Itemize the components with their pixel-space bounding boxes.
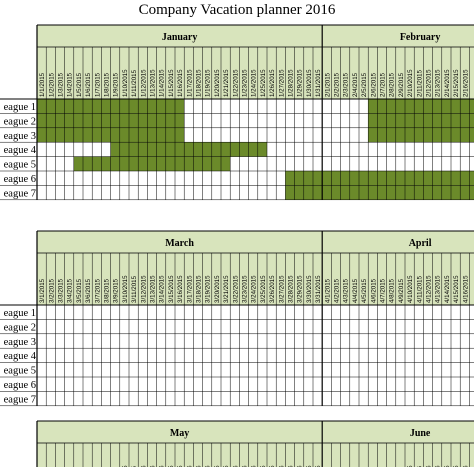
date-header: 3/19/2015 — [204, 275, 212, 303]
date-header: 1/5/2015 — [75, 72, 83, 97]
date-header: 3/5/2015 — [75, 278, 83, 303]
date-header: 4/2/2015 — [333, 278, 341, 303]
date-header: 4/8/2015 — [388, 278, 396, 303]
date-header: 2/16/2015 — [462, 69, 470, 97]
date-header: 4/1/2015 — [324, 278, 332, 303]
date-header: 1/11/2015 — [131, 69, 139, 97]
date-header: 2/3/2015 — [342, 72, 350, 97]
date-header: 3/7/2015 — [94, 278, 102, 303]
date-header: 4/3/2015 — [342, 278, 350, 303]
date-header: 2/8/2015 — [388, 72, 396, 97]
date-header: 2/1/2015 — [324, 72, 332, 97]
date-header: 4/5/2015 — [361, 278, 369, 303]
date-header: 3/18/2015 — [195, 275, 203, 303]
row-label: eague 6 — [3, 380, 36, 391]
date-header: 1/4/2015 — [66, 72, 74, 97]
date-header: 1/15/2015 — [167, 69, 175, 97]
date-header: 2/5/2015 — [361, 72, 369, 97]
date-header: 1/6/2015 — [85, 72, 93, 97]
row-label: eague 2 — [3, 116, 36, 128]
row-label: eague 1 — [3, 308, 36, 319]
date-header: 4/15/2015 — [453, 275, 461, 303]
date-header: 1/16/2015 — [177, 69, 185, 97]
date-header: 1/30/2015 — [305, 69, 313, 97]
date-header: 1/3/2015 — [57, 72, 65, 97]
date-header: 3/22/2015 — [232, 275, 240, 303]
row-label: eague 5 — [3, 365, 36, 377]
row-label: eague 5 — [3, 159, 36, 171]
date-header: 1/8/2015 — [103, 72, 111, 97]
vacation-cell — [368, 128, 474, 142]
date-header: 2/4/2015 — [351, 72, 359, 97]
date-header: 3/11/2015 — [131, 275, 139, 303]
date-header: 4/11/2015 — [416, 275, 424, 303]
vacation-cell — [285, 185, 474, 199]
date-header: 1/26/2015 — [269, 69, 277, 97]
date-header: 3/15/2015 — [167, 275, 175, 303]
date-header: 2/6/2015 — [370, 72, 378, 97]
date-header: 4/6/2015 — [370, 278, 378, 303]
date-header: 1/23/2015 — [241, 69, 249, 97]
month-label: April — [408, 238, 432, 249]
date-header: 3/3/2015 — [57, 278, 65, 303]
row-label: eague 2 — [3, 322, 36, 334]
vacation-cell — [285, 171, 474, 185]
month-label: January — [161, 32, 198, 43]
date-header: 3/26/2015 — [269, 275, 277, 303]
row-label: eague 7 — [3, 188, 36, 200]
date-header: 3/12/2015 — [140, 275, 148, 303]
month-label: May — [169, 428, 190, 439]
row-label: eague 3 — [3, 130, 36, 142]
date-header: 3/29/2015 — [296, 275, 304, 303]
date-header: 4/12/2015 — [425, 275, 433, 303]
date-header: 4/9/2015 — [397, 278, 405, 303]
month-label: June — [409, 428, 431, 439]
date-header: 1/24/2015 — [250, 69, 258, 97]
row-label: eague 3 — [3, 336, 36, 348]
date-header: 1/12/2015 — [140, 69, 148, 97]
date-header: 3/16/2015 — [177, 275, 185, 303]
vacation-cell — [74, 157, 230, 171]
date-header: 1/10/2015 — [121, 69, 129, 97]
date-header: 1/7/2015 — [94, 72, 102, 97]
date-header: 2/12/2015 — [425, 69, 433, 97]
vacation-cell — [368, 113, 474, 127]
date-header: 3/2/2015 — [48, 278, 56, 303]
date-header: 3/9/2015 — [112, 278, 120, 303]
date-header: 1/20/2015 — [213, 69, 221, 97]
date-header: 4/14/2015 — [443, 275, 451, 303]
row-label: eague 7 — [3, 394, 36, 406]
date-header: 3/17/2015 — [186, 275, 194, 303]
row-label: eague 1 — [3, 102, 36, 113]
date-header: 3/14/2015 — [158, 275, 166, 303]
page-title: Company Vacation planner 2016 — [138, 2, 336, 18]
date-header: 2/9/2015 — [397, 72, 405, 97]
date-header: 1/27/2015 — [278, 69, 286, 97]
date-header: 1/17/2015 — [186, 69, 194, 97]
date-header: 1/14/2015 — [158, 69, 166, 97]
row-label: eague 4 — [3, 145, 36, 157]
date-header: 3/28/2015 — [287, 275, 295, 303]
vacation-cell — [111, 142, 267, 156]
month-label: March — [165, 238, 194, 249]
date-header: 3/27/2015 — [278, 275, 286, 303]
date-header: 3/30/2015 — [305, 275, 313, 303]
date-header: 2/2/2015 — [333, 72, 341, 97]
date-header: 2/13/2015 — [434, 69, 442, 97]
date-header: 2/14/2015 — [443, 69, 451, 97]
date-header: 3/8/2015 — [103, 278, 111, 303]
date-header: 1/29/2015 — [296, 69, 304, 97]
month-label: February — [399, 32, 441, 43]
date-header: 1/22/2015 — [232, 69, 240, 97]
date-header: 1/31/2015 — [315, 69, 323, 97]
date-header: 3/13/2015 — [149, 275, 157, 303]
date-header: 1/2/2015 — [48, 72, 56, 97]
date-header: 3/31/2015 — [315, 275, 323, 303]
date-header: 3/10/2015 — [121, 275, 129, 303]
date-header: 1/28/2015 — [287, 69, 295, 97]
date-header: 3/23/2015 — [241, 275, 249, 303]
date-header: 1/19/2015 — [204, 69, 212, 97]
date-header: 3/4/2015 — [66, 278, 74, 303]
date-header: 2/7/2015 — [379, 72, 387, 97]
row-label: eague 6 — [3, 174, 36, 185]
date-header: 2/11/2015 — [416, 69, 424, 97]
date-header: 1/9/2015 — [112, 72, 120, 97]
date-header: 4/13/2015 — [434, 275, 442, 303]
date-header: 3/21/2015 — [223, 275, 231, 303]
date-header: 3/1/2015 — [39, 278, 47, 303]
month-header-band — [37, 421, 474, 467]
date-header: 4/4/2015 — [351, 278, 359, 303]
date-header: 1/1/2015 — [39, 72, 47, 97]
date-header: 2/15/2015 — [453, 69, 461, 97]
date-header: 1/25/2015 — [259, 69, 267, 97]
date-header: 3/25/2015 — [259, 275, 267, 303]
vacation-cell — [368, 99, 474, 113]
date-header: 4/10/2015 — [407, 275, 415, 303]
date-header: 4/7/2015 — [379, 278, 387, 303]
date-header: 1/21/2015 — [223, 69, 231, 97]
date-header: 3/24/2015 — [250, 275, 258, 303]
date-header: 3/6/2015 — [85, 278, 93, 303]
row-label: eague 4 — [3, 351, 36, 363]
date-header: 3/20/2015 — [213, 275, 221, 303]
date-header: 1/13/2015 — [149, 69, 157, 97]
date-header: 1/18/2015 — [195, 69, 203, 97]
date-header: 4/16/2015 — [462, 275, 470, 303]
date-header: 2/10/2015 — [407, 69, 415, 97]
